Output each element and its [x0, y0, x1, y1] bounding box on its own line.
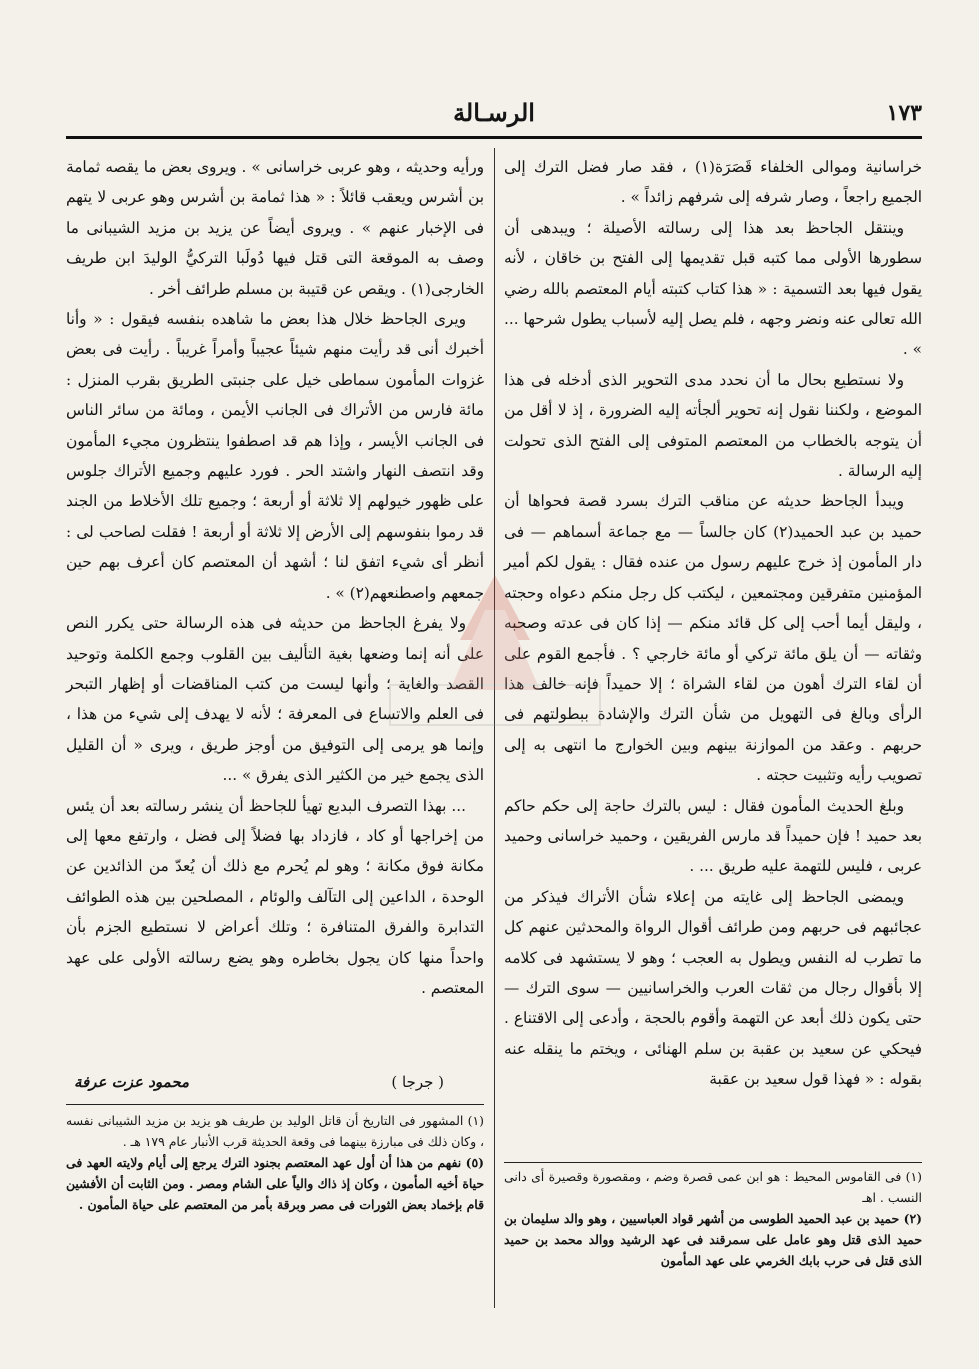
- paragraph: وينتقل الجاحظ بعد هذا إلى رسالته الأصيلة ؛ ويبدهى أن سطورها الأولى مما كتبه قبل تقديمها إلى الفتح بن خاقان ، لأنه يقول فيها بعد التسمية : « هذا كتاب كتبته أيام المعتصم بالله رضي الله تعالى عنه ونضر وجهه ، فلم يصل إليه لأسباب يطول شرحها ... » .: [503, 218, 922, 359]
- running-title: الرسـالة: [453, 98, 535, 127]
- paragraph: ويبدأ الجاحظ حديثه عن مناقب الترك بسرد قصة فحواها أن حميد بن عبد الحميد(٢) كان جالساً — مع جماعة أسماهم — فى دار المأمون إذ خرج عليهم رسول من عنده فقال : يقول لكم أمير المؤمنين متفرقين ومجتمعين ، ليكتب كل رجل منكم دعواه وحجته ، وليقل أيما أحب إلى كل قائد منكم — إذا كان فى عدته وصحبه وثقاته — أن يلق مائة تركي أو مائة خارجي ؟ . فأجمع القوم على أن لقاء الترك أهون من لقاء الشراة ؛ إلا حميداً فإنه خالف هذا الرأى وبالغ فى التهويل من شأن الترك والإشادة ببطولتهم فى حربهم . وعقد من الموازنة بينهم وبين الخوارج ما انتهى به إلى تصويب رأيه وتثبيت حجته .: [504, 492, 922, 785]
- header-rule: [66, 136, 922, 139]
- paragraph: ورأيه وحديثه ، وهو عربى خراسانى » . ويروى بعض ما يقصه ثمامة بن أشرس ويعقب قائلاً : « هذا ثمامة بن أشرس وهو عربى لا يتهم فى الإخبار عنهم » . ويروى أيضاً عن يزيد بن مزيد الشيبانى ما وصف به الموقعة التى قتل فيها دُولَبا التركيُّ الوليدَ ابن طريف الخارجى(١) . ويقص عن قتيبة بن مسلم طرائف أخر .: [66, 158, 484, 298]
- paragraph: ويمضى الجاحظ إلى غايته من إعلاء شأن الأتراك فيذكر من عجائبهم فى حربهم ومن طرائف أقوال الرواة والمحدثين عنهم كل ما تطرب له النفس ويطول به العجب ؛ وهو لا يستشهد فى كلامه إلا بأقوال رجال من ثقات العرب والخراسانيين — سوى الترك — حتى يكون ذلك أبعد عن التهمة وأقوم بالحجة ، وأدعى إلى الاقتناع . فيحكي عن سعيد بن عقبة بن سلم الهنائى ، ويختم ما ينقله عنه بقوله : « فهذا قول سعيد بن عقبة: [504, 887, 922, 1089]
- paragraph: ولا يفرغ الجاحظ من حديثه فى هذه الرسالة حتى يكرر النص على أنه إنما وضعها بغية التأليف بين القلوب وجمع الكلمة وتوحيد القصد والغاية ؛ وأنها ليست من كتب المناقضات أو إظهار التبحر فى العلم والاتساع فى المعرفة ؛ لأنه لا يهدف إلى شيء من هذا ، وإنما هو يرمى إلى التوفيق من أوجز طريق ، ويرى « أن القليل الذى يجمع خير من الكثير الذى يفرق » ...: [66, 614, 484, 785]
- footnote: (١) المشهور فى التاريخ أن قاتل الوليد بن طريف هو يزيد بن مزيد الشيبانى نفسه ، وكان ذلك فى مبارزة بينهما فى وقعة الحديثة قرب الأنبار عام ١٧٩ هـ .: [66, 1113, 484, 1149]
- page-number: ١٧٣: [886, 100, 922, 126]
- signature-line: [66, 1071, 484, 1099]
- paragraph: وبلغ الحديث المأمون فقال : ليس بالترك حاجة إلى حكم حاكم بعد حميد ! فإن حميداً قد مارس الفريقين ، وحميد خراسانى وحميد عربى ، فليس للتهمة عليه طريق ... .: [504, 796, 922, 876]
- author-name: محمود عزت عرفة: [74, 1073, 190, 1091]
- page-header: [66, 98, 922, 134]
- footnote: (١) فى القاموس المحيط : هو ابن عمى قصرة وضم ، ومقصورة وقصيرة أى دانى النسب . اهـ: [504, 1169, 922, 1205]
- paragraph: خراسانية وموالى الخلفاء قَصَرَة(١) ، فقد صار فضل الترك إلى الجميع راجعاً ، وصار شرفه إلى شرفهم زائداً » .: [504, 158, 922, 207]
- left-column: [66, 152, 484, 1003]
- footnotes-right: [504, 1166, 922, 1271]
- footnote: (٢) حميد بن عبد الحميد الطوسى من أشهر قواد العباسيين ، وهو والد سليمان بن حميد الذى قتل وهو عامل على سمرقند فى عهد الرشيد ووالد محمد بن حميد الذى قتل فى حرب بابك الخرمي على عهد المأمون: [504, 1211, 922, 1268]
- footnote-rule: [66, 1104, 484, 1105]
- paragraph: ويرى الجاحظ خلال هذا بعض ما شاهده بنفسه فيقول : « وأنا أخبرك أنى قد رأيت منهم شيئاً عجيباً وأمراً غريباً . رأيت فى بعض غزوات المأمون سماطى خيل على جنبتى الطريق بقرب المنزل : مائة فارس من الأتراك فى الجانب الأيمن ، ومائة من سائر الناس فى الجانب الأيسر ، وإذا هم قد اصطفوا ينتظرون مجيء المأمون وقد انتصف النهار واشتد الحر . فورد عليهم وجميع الأتراك جلوس على ظهور خيولهم إلا ثلاثة أو أربعة ؛ وجميع تلك الأخلاط من الجند قد رموا بنفوسهم إلى الأرض إلا ثلاثة أو أربعة ! فقلت لصاحب لى : أنظر أى شيء اتفق لنا ؛ أشهد أن المعتصم كان أعرف بهم حين جمعهم واصطنعهم(٢) » .: [66, 310, 484, 602]
- right-column: [504, 152, 922, 1095]
- signature-place: ( جرجا ): [391, 1073, 444, 1091]
- footnote-rule: [504, 1162, 922, 1163]
- footnote: (٥) نفهم من هذا أن أول عهد المعتصم بجنود الترك يرجع إلى أيام ولايته العهد فى حياة أخيه المأمون ، وكان إذ ذاك والياً على الشام ومصر . ومن الثابت أن الأفشين قام بإخماد بعض الثورات فى مصر وبرقة بأمر من المعتصم على حياة المأمون .: [66, 1155, 484, 1212]
- paragraph: ولا نستطيع بحال ما أن نحدد مدى التحوير الذى أدخله فى هذا الموضع ، ولكننا نقول إنه تحوير ألجأته إليه الضرورة ، إذ لا أقل من أن يتوجه بالخطاب من المعتصم المتوفى إلى الفتح الذى تحولت إليه الرسالة .: [504, 370, 922, 481]
- paragraph: ... بهذا التصرف البديع تهيأ للجاحظ أن ينشر رسالته بعد أن يئس من إخراجها أو كاد ، فازداد بها فضلاً إلى فضل ، وارتفع معها إلى مكانة فوق مكانة ؛ وهو لم يُحرم مع ذلك أن يُعدّ من الذائدين عن الوحدة ، الداعين إلى التآلف والوئام ، المصلحين بين هذه الطوائف التدابرة والفرق المتنافرة ؛ وتلك أعراض لا نستطيع الجزم بأن واحداً منها كان يجول بخاطره وهو يضع رسالته الأولى على عهد المعتصم .: [66, 796, 484, 997]
- footnotes-left: [66, 1110, 484, 1215]
- column-divider: [494, 148, 495, 1308]
